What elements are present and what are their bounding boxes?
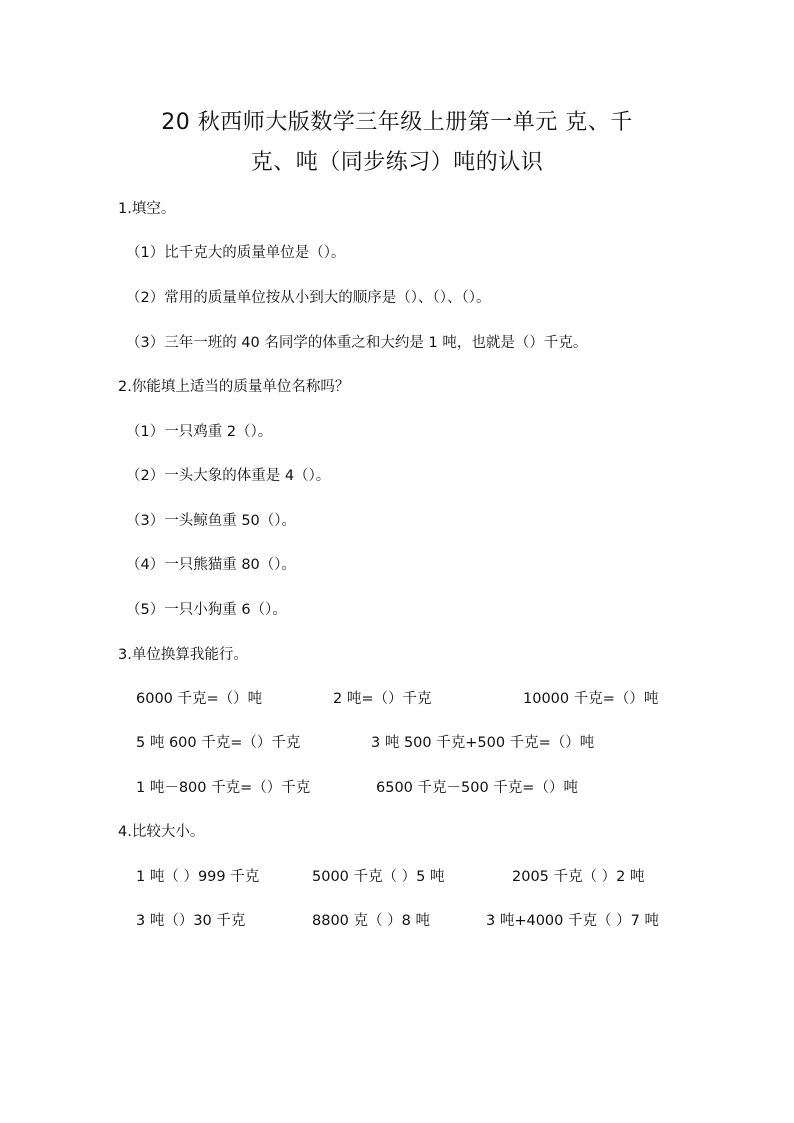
q2-item-1: （1）一只鸡重 2（）。: [126, 424, 273, 440]
q3-row-3-item-2: 6500 千克－500 千克=（）吨: [376, 780, 578, 796]
q3-row-2-item-2: 3 吨 500 千克+500 千克=（）吨: [371, 735, 595, 751]
q4-row-2-item-3: 3 吨+4000 千克（ ）7 吨: [486, 913, 659, 929]
q1-heading: 1.填空。: [118, 201, 176, 217]
q1-item-1: （1）比千克大的质量单位是（）。: [126, 245, 346, 261]
q3-row-1-item-3: 10000 千克=（）吨: [523, 691, 659, 707]
q2-item-2: （2）一头大象的体重是 4（）。: [126, 468, 331, 484]
page-title-line-2: 克、吨（同步练习）吨的认识: [250, 150, 544, 175]
q4-row-2-item-2: 8800 克（ ）8 吨: [312, 913, 430, 929]
q4-heading: 4.比较大小。: [118, 824, 205, 840]
q3-row-1-item-2: 2 吨=（）千克: [333, 691, 432, 707]
q3-row-2-item-1: 5 吨 600 千克=（）千克: [136, 735, 301, 751]
q4-row-1-item-1: 1 吨（ ）999 千克: [136, 869, 260, 885]
q4-row-1-item-2: 5000 千克（ ）5 吨: [312, 869, 445, 885]
q2-heading: 2.你能填上适当的质量单位名称吗？: [118, 379, 350, 395]
q2-item-3: （3）一头鲸鱼重 50（）。: [126, 513, 297, 529]
q3-heading: 3.单位换算我能行。: [118, 647, 248, 663]
q3-row-3-item-1: 1 吨－800 千克=（）千克: [136, 780, 311, 796]
q4-row-2-item-1: 3 吨（）30 千克: [136, 913, 246, 929]
q1-item-2: （2）常用的质量单位按从小到大的顺序是（）、（）、（）。: [126, 290, 491, 306]
q2-item-5: （5）一只小狗重 6（）。: [126, 602, 287, 618]
q4-row-1-item-3: 2005 千克（ ）2 吨: [512, 869, 645, 885]
page-title-line-1: 20 秋西师大版数学三年级上册第一单元 克、千: [161, 110, 633, 135]
q2-item-4: （4）一只熊猫重 80（）。: [126, 557, 297, 573]
q1-item-3: （3）三年一班的 40 名同学的体重之和大约是 1 吨，也就是（）千克。: [126, 335, 588, 351]
q3-row-1-item-1: 6000 千克=（）吨: [136, 691, 263, 707]
